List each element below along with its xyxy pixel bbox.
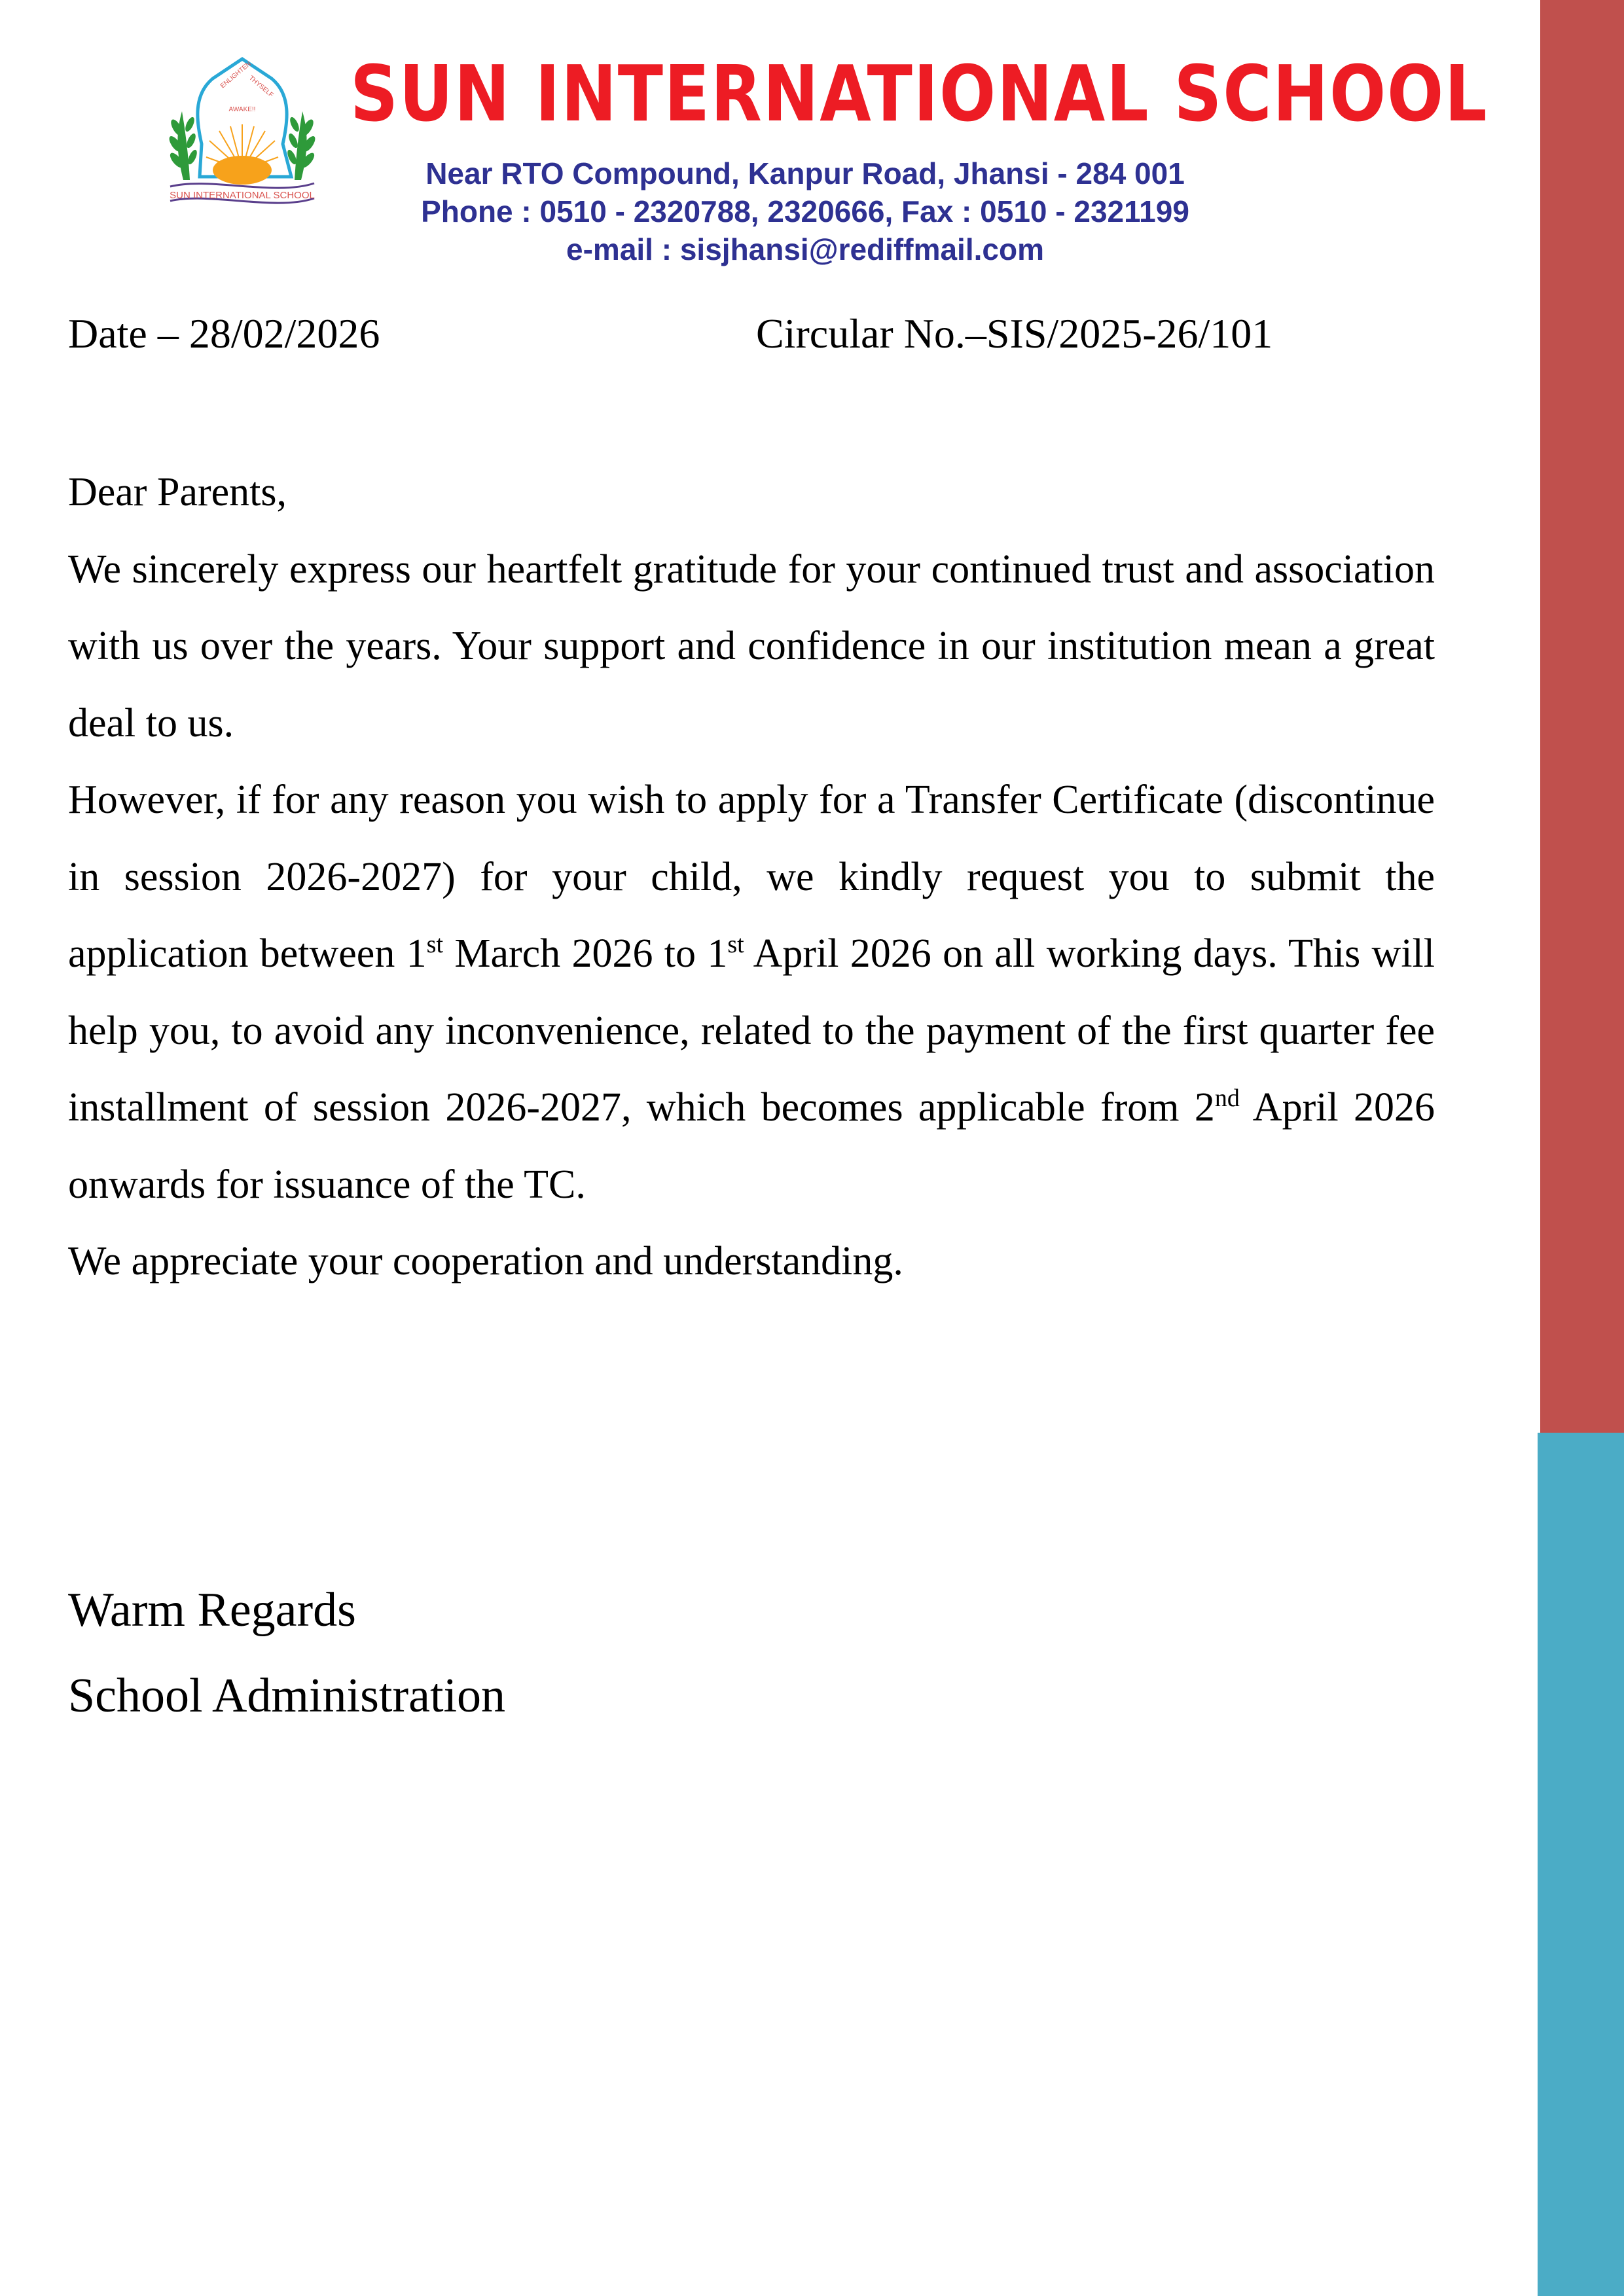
svg-text:AWAKE!!: AWAKE!!: [228, 106, 256, 113]
school-address: Near RTO Compound, Kanpur Road, Jhansi - 284 001: [425, 156, 1185, 190]
school-email: e-mail : sisjhansi@rediffmail.com: [566, 232, 1044, 266]
letter-body: [68, 454, 1435, 1300]
paragraph-gratitude: We sincerely express our heartfelt gratitude for your continued trust and association with us over the years. Your support and confidence in our institution mean a great deal to us.: [68, 547, 1435, 745]
svg-text:THYSELF: THYSELF: [247, 74, 275, 99]
ordinal-suffix: st: [727, 931, 744, 958]
signature-block: [68, 1568, 505, 1739]
circular-number: Circular No.–SIS/2025-26/101: [756, 310, 1273, 357]
ordinal-suffix: st: [426, 931, 444, 958]
tc-text-part: April 2026 on all working days. This will help you, to avoid any inconvenience, related to the payment of the first quarter fee installment of session 2026-2027, which becomes applicable from 2: [68, 931, 1435, 1130]
school-phone: Phone : 0510 - 2320788, 2320666, Fax : 0510 - 2321199: [421, 194, 1189, 228]
svg-text:ENLIGHTEN: ENLIGHTEN: [219, 60, 253, 90]
paragraph-transfer-certificate: [68, 762, 1435, 1223]
svg-text:SUN INTERNATIONAL SCHOOL: SUN INTERNATIONAL SCHOOL: [170, 190, 315, 201]
circular-date: Date – 28/02/2026: [68, 310, 380, 357]
school-crest-icon: [157, 49, 327, 213]
contact-block: [367, 154, 1244, 268]
side-bar-blue: [1538, 1433, 1624, 2296]
signatory: School Administration: [68, 1669, 506, 1723]
tc-text-part: April 2026 onwards for issuance of the TC.: [68, 1085, 1435, 1207]
ordinal-suffix: nd: [1214, 1085, 1240, 1112]
side-bar-red: [1540, 0, 1624, 1433]
salutation: Dear Parents,: [68, 470, 287, 514]
tc-text-part: March 2026 to 1: [443, 931, 728, 976]
closing: Warm Regards: [68, 1583, 356, 1637]
paragraph-appreciation: We appreciate your cooperation and understanding.: [68, 1239, 903, 1283]
school-name: SUN INTERNATIONAL SCHOOL: [350, 48, 1489, 139]
tc-text-part: However, if for any reason you wish to apply for a Transfer Certificate (discontinue in session 2026-2027) for your child, we kindly request you to submit the application between 1: [68, 778, 1435, 976]
